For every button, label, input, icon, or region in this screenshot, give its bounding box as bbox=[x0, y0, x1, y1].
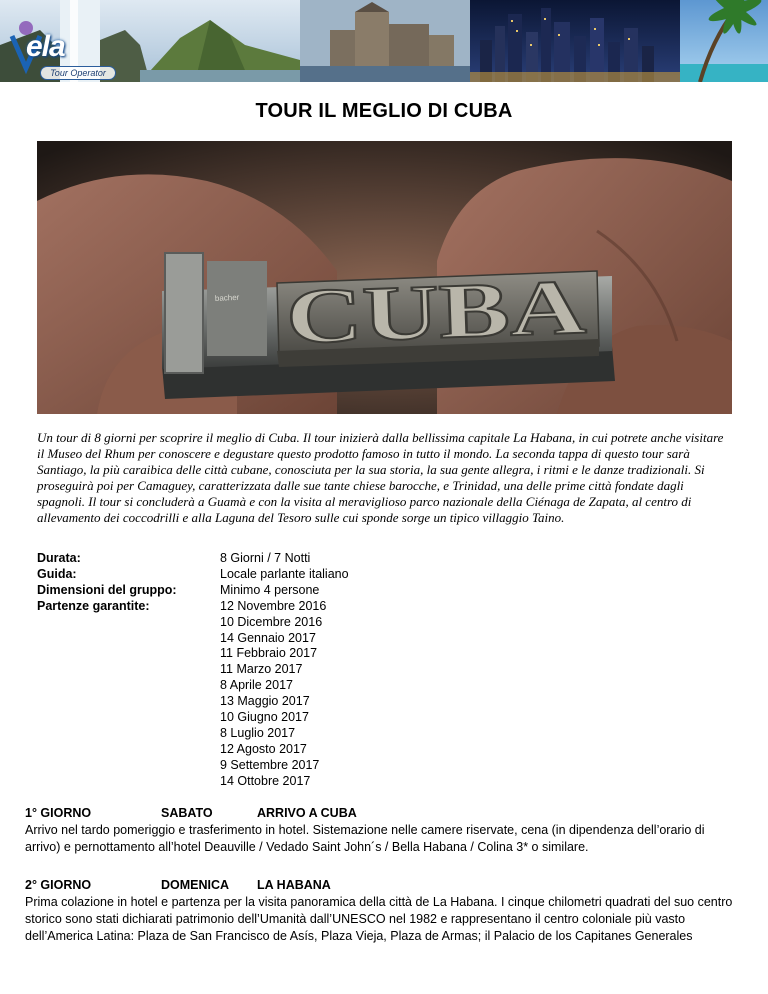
detail-duration bbox=[37, 551, 732, 567]
departure-date: 11 Febbraio 2017 bbox=[220, 646, 318, 661]
departure-date: 8 Aprile 2017 bbox=[220, 678, 293, 693]
day-1-heading bbox=[25, 805, 743, 822]
departures-label: Partenze garantite: bbox=[37, 598, 150, 613]
departure-date: 12 Novembre 2016 bbox=[220, 598, 327, 613]
departures-list bbox=[220, 599, 732, 790]
day-description: Prima colazione in hotel e partenza per la visita panoramica della città de La Habana. I cinque chilometri quadrati del suo centro storico sono stati dichiarati patrimonio dell’Umanità dall’UNESCO nel 1982 e rappresentano il centro coloniale più vasto dell’America Latina: Plaza de San Francisco de Asís, Plaza Vieja, Plaza de Armas; il Palacio de los Capitanes Generales bbox=[25, 895, 733, 943]
cuba-block-letters: CUBA bbox=[284, 265, 509, 360]
duration-value: 8 Giorni / 7 Notti bbox=[220, 551, 311, 565]
day-number: 2° GIORNO bbox=[25, 878, 92, 892]
composing-stick-knee bbox=[165, 253, 203, 373]
departure-date: 12 Agosto 2017 bbox=[220, 741, 307, 756]
day-2-section bbox=[25, 877, 743, 945]
guide-label: Guida: bbox=[37, 566, 77, 581]
day-2-heading bbox=[25, 877, 743, 894]
detail-guide bbox=[37, 567, 732, 583]
departure-date: 9 Settembre 2017 bbox=[220, 757, 320, 772]
day-number: 1° GIORNO bbox=[25, 806, 92, 820]
departure-date: 11 Marzo 2017 bbox=[220, 662, 303, 677]
day-weekday: DOMENICA bbox=[161, 878, 230, 892]
duration-label: Durata: bbox=[37, 551, 81, 565]
group-value: Minimo 4 persone bbox=[220, 582, 320, 597]
stamp-text: bacher bbox=[214, 292, 240, 303]
logo-text: ela bbox=[26, 30, 65, 63]
day-description: Arrivo nel tardo pomeriggio e trasferimento in hotel. Sistemazione nelle camere riservate, cena (in dipendenza dell’orario di arrivo) e pernottamento all’hotel Deauville / Vedado Saint John´s / Bella Habana / Colina 3* o similare. bbox=[25, 823, 705, 854]
header-banner bbox=[0, 0, 768, 82]
detail-departures bbox=[37, 599, 732, 790]
cuba-letterpress-photo bbox=[37, 141, 732, 414]
page-title: TOUR IL MEGLIO DI CUBA bbox=[255, 100, 513, 122]
day-weekday: SABATO bbox=[161, 806, 213, 820]
departure-date: 10 Dicembre 2016 bbox=[220, 614, 323, 629]
guide-value: Locale parlante italiano bbox=[220, 566, 349, 581]
intro-paragraph: Un tour di 8 giorni per scoprire il meglio di Cuba. Il tour inizierà dalla bellissima capitale La Habana, in cui potrete anche visitare il Museo del Rhum per conoscere e degustare questo prodotto famoso in tutto il mondo. La seconda tappa di questo tour sarà Santiago, la più caraibica delle città cubane, conosciuta per la sua storia, la sua gente allegra, i ritmi e le danze tradizionali. Si proseguirà poi per Camaguey, caratterizzata dalle sue tante chiese barocche, e Trinidad, una delle prime città fondate dagli spagnoli. Il tour si concluderà a Guamà e con la visita al meraviglioso parco nazionale della Ciénaga de Zapata, al centro di allevamento dei coccodrilli e alla Laguna del Tesoro sulle cui sponde sorge un tipico villaggio Taino. bbox=[37, 430, 724, 525]
detail-group-size bbox=[37, 583, 732, 599]
tour-details bbox=[37, 551, 732, 790]
departure-date: 14 Gennaio 2017 bbox=[220, 630, 316, 645]
group-label: Dimensioni del gruppo: bbox=[37, 582, 177, 597]
day-1-section bbox=[25, 805, 743, 856]
day-title: ARRIVO A CUBA bbox=[257, 806, 357, 820]
departure-date: 14 Ottobre 2017 bbox=[220, 773, 311, 788]
departure-date: 8 Luglio 2017 bbox=[220, 725, 296, 740]
departure-date: 10 Giugno 2017 bbox=[220, 710, 309, 725]
departure-date: 13 Maggio 2017 bbox=[220, 694, 310, 709]
logo-subtitle: Tour Operator bbox=[40, 66, 116, 80]
day-title: LA HABANA bbox=[257, 878, 331, 892]
